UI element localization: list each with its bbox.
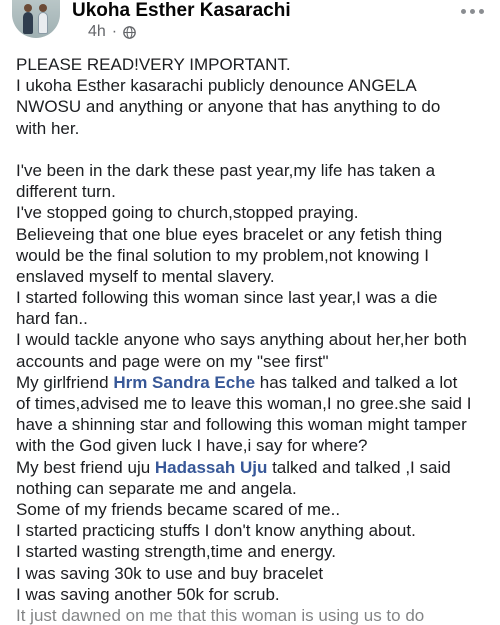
post-text-line: would be the final solution to my problem,not knowing I xyxy=(16,245,429,265)
mention-link[interactable]: Hrm Sandra Eche xyxy=(113,372,256,392)
text-segment: talked and talked ,I said xyxy=(267,457,451,477)
post-meta xyxy=(88,22,136,42)
text-segment: My best friend uju xyxy=(16,457,155,477)
text-segment: has talked and talked a lot xyxy=(255,372,458,392)
author-name[interactable]: Ukoha Esther Kasarachi xyxy=(72,0,291,21)
avatar-figure xyxy=(23,12,33,34)
post-text-line: I ukoha Esther kasarachi publicly denounce ANGELA xyxy=(16,76,417,96)
post-text-line xyxy=(16,372,494,393)
post-text-line: I was saving 30k to use and buy bracelet xyxy=(16,563,324,583)
post-text-line: hard fan.. xyxy=(16,309,88,329)
post-text-line: with the God given luck I have,i say for where? xyxy=(16,436,368,456)
post-text-line: with her. xyxy=(16,118,80,138)
post-text-line: I started wasting strength,time and energy. xyxy=(16,542,337,562)
post-text-line: Some of my friends became scared of me.. xyxy=(16,499,341,519)
post-text-line: I started following this woman since last year,I was a die xyxy=(16,288,438,308)
post-body xyxy=(16,54,494,625)
post-header xyxy=(0,0,500,48)
post-text-line: I started practicing stuffs I don't know anything about. xyxy=(16,521,416,541)
post-text-line: NWOSU and anything or anyone that has anything to do xyxy=(16,97,441,117)
text-segment: My girlfriend xyxy=(16,372,114,392)
post-text-line: It just dawned on me that this woman is using us to do xyxy=(16,605,425,625)
globe-icon[interactable] xyxy=(123,26,136,39)
post-text-line: different turn. xyxy=(16,182,116,202)
post-text-line: PLEASE READ!VERY IMPORTANT. xyxy=(16,55,291,74)
post-text-line: I've been in the dark these past year,my life has taken a xyxy=(16,160,436,180)
post-text-line: enslaved myself to mental slavery. xyxy=(16,266,275,286)
author-avatar[interactable] xyxy=(12,0,60,38)
post-text-line: nothing can separate me and angela. xyxy=(16,478,297,498)
paragraph-break xyxy=(16,139,494,160)
post-text-line: have a shinning star and following this woman might tamper xyxy=(16,415,467,435)
post-timestamp[interactable]: 4h xyxy=(88,23,106,40)
mention-link[interactable]: Hadassah Uju xyxy=(154,457,268,477)
post-text-line xyxy=(16,457,494,478)
post-text-line: I would tackle anyone who says anything about her,her both xyxy=(16,330,467,350)
avatar-figure xyxy=(38,12,48,34)
post-text-line: I was saving another 50k for scrub. xyxy=(16,584,280,604)
post-text-line: Believeing that one blue eyes bracelet or any fetish thing xyxy=(16,224,443,244)
post-text-line: accounts and page were on my "see first" xyxy=(16,351,329,371)
post-text-line: of times,advised me to leave this woman,I no gree.she said I xyxy=(16,394,472,413)
avatar-figure xyxy=(39,4,47,12)
meta-separator: · xyxy=(111,23,118,40)
avatar-figure xyxy=(24,4,32,12)
more-options-icon[interactable] xyxy=(458,0,486,22)
post-text-line: I've stopped going to church,stopped praying. xyxy=(16,203,359,223)
